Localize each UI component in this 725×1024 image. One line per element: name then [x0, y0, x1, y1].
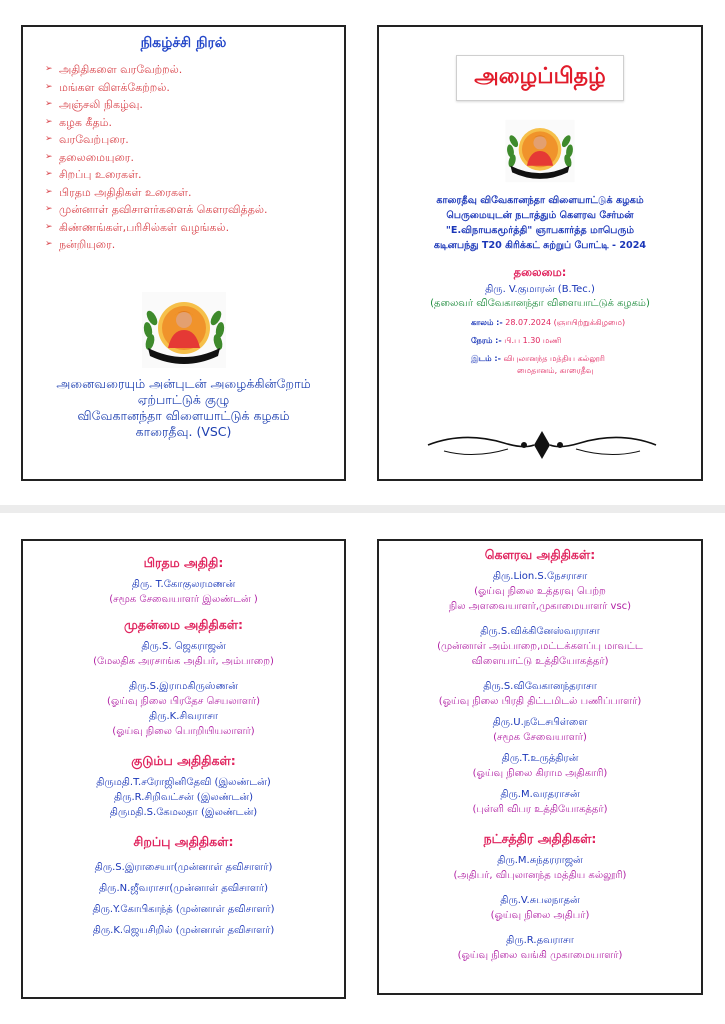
- chief-guest-title: பிரதம அதிதி:: [143, 555, 224, 570]
- guest-name: திரு.V.சுபலநாதன்: [500, 895, 580, 906]
- guest-name: திரு.U.நடேசபிள்ளை: [492, 717, 588, 728]
- guest-name: திரு.T.உருத்திரன்: [501, 753, 579, 764]
- guest-role: (சமூக சேவையாளர் இலண்டன் ): [109, 594, 258, 605]
- list-item: ➢ மங்கள விளக்கேற்றல்.: [45, 79, 344, 97]
- guest-name: திரு.S. ஜெகராஜன்: [141, 641, 226, 652]
- arrow-bullet-icon: ➢: [45, 116, 53, 127]
- guest-name: திரு.Lion.S.நேசராசா: [492, 571, 588, 582]
- list-item: ➢ வரவேற்புரை.: [45, 131, 344, 149]
- arrow-bullet-icon: ➢: [45, 221, 53, 232]
- list-item: ➢ முன்னாள் தவிசாளர்களைக் கௌரவித்தல்.: [45, 201, 344, 219]
- venue-row: இடம் :- விபுலானந்த மத்திய கல்லூரி மைதானம், காரைதீவு: [471, 354, 605, 375]
- special-guests-title: சிறப்பு அதிதிகள்:: [133, 834, 234, 849]
- list-item: ➢ நன்றியுரை.: [45, 236, 344, 254]
- guest-role: (முன்னாள் அம்பாறை,மட்டக்களப்பு மாவட்ட: [437, 641, 643, 652]
- guest-name: திரு.S.விக்கினேஸ்வரராசா: [480, 626, 600, 637]
- arrow-bullet-icon: ➢: [45, 64, 53, 74]
- guest-name: திரு.M.வரதராசன்: [500, 789, 580, 800]
- arrow-bullet-icon: ➢: [45, 239, 53, 249]
- list-item: ➢ தலைமையுரை.: [45, 149, 344, 167]
- arrow-bullet-icon: ➢: [45, 151, 53, 162]
- invitation-panel: [377, 25, 703, 481]
- arrow-bullet-icon: ➢: [45, 99, 53, 109]
- guest-name: திரு.M.சுந்தரராஜன்: [497, 855, 583, 866]
- guest-name: திரு.N.ஜீவராசா(முன்னாள் தவிசாளர்): [98, 883, 268, 894]
- guest-name: திரு.R.தவராசா: [506, 935, 574, 946]
- club-emblem-icon: [134, 290, 234, 370]
- guest-name: திரு.R.சிறிவட்சன் (இலண்டன்): [114, 792, 253, 803]
- guest-role: (ஓய்வு நிலை கிராம அதிகாரி): [472, 768, 608, 779]
- chair-title: தலைமை:: [513, 265, 567, 279]
- guest-name: திரு.S.இராசையா(முன்னாள் தவிசாளர்): [94, 862, 273, 873]
- guest-role: விளையாட்டு உத்தியோகத்தர்): [471, 656, 609, 667]
- club-emblem-icon: [499, 115, 581, 187]
- guest-role: (ஓய்வு நிலை வங்கி முகாமையாளர்): [457, 950, 623, 961]
- guest-role: (சமூக சேவையாளர்): [493, 732, 587, 743]
- program-panel: [21, 25, 346, 481]
- honour-guests-title: கௌரவ அதிதிகள்:: [484, 547, 596, 562]
- welcome-text: அனைவரையும் அன்புடன் அழைக்கின்றோம் ஏற்பாட்டுக் குழு விவேகானந்தா விளையாட்டுக் கழகம் காரைதீவு. (VSC): [56, 375, 311, 439]
- primary-guests-title: முதன்மை அதிதிகள்:: [123, 617, 244, 632]
- guest-name: திரு.K.ஜெயசிறில் (முன்னாள் தவிசாளர்): [92, 925, 275, 936]
- chair-role: (தலைவர் விவேகானந்தா விளையாட்டுக் கழகம்): [430, 298, 650, 309]
- arrow-bullet-icon: ➢: [45, 204, 53, 214]
- program-title: நிகழ்ச்சி நிரல்: [140, 35, 227, 51]
- star-guests-title: நட்சத்திர அதிதிகள்:: [483, 831, 597, 846]
- guest-role: (ஓய்வு நிலை பிரதேச செயலாளர்): [106, 696, 261, 707]
- guest-role: (அதிபர், விபுலானந்த மத்திய கல்லூரி): [453, 870, 627, 881]
- chair-name: திரு. V.குமாரன் (B.Tec.): [485, 284, 595, 295]
- guests-left-panel: [21, 539, 346, 999]
- guest-role: (ஓய்வு நிலை அதிபர்): [490, 910, 590, 921]
- guest-name: திரு.K.சிவராசா: [149, 711, 218, 722]
- guest-name: திருமதி.T.சரோஜினிதேவி (இலண்டன்): [96, 777, 271, 788]
- guest-name: திரு.S.விவேகானந்தராசா: [483, 681, 597, 692]
- family-guests-title: குடும்ப அதிதிகள்:: [131, 753, 236, 768]
- ornament-divider-icon: [424, 425, 660, 465]
- invitation-title: அழைப்பிதழ்: [474, 64, 606, 89]
- time-row: நேரம் :- பி.ப 1.30 மணி: [471, 336, 562, 345]
- guests-right-panel: [377, 539, 703, 995]
- guest-name: திருமதி.S.கேமலதா (இலண்டன்): [109, 807, 258, 818]
- club-logo: [379, 115, 701, 187]
- list-item: ➢ அதிதிகளை வரவேற்றல்.: [45, 61, 344, 79]
- guest-role: (ஓய்வு நிலை பொறியியலாளர்): [112, 726, 255, 737]
- guest-name: திரு. T.கோகுலரமணன்: [131, 579, 236, 590]
- guest-role: (புள்ளி விபர உத்தியோகத்தர்): [472, 804, 608, 815]
- arrow-bullet-icon: ➢: [45, 81, 53, 92]
- guest-name: திரு.S.இராமகிருஸ்ணன்: [129, 681, 238, 692]
- guest-role: (மேலதிக அரசாங்க அதிபர், அம்பாறை): [93, 656, 274, 667]
- list-item: ➢ அஞ்சலி நிகழ்வு.: [45, 96, 344, 114]
- arrow-bullet-icon: ➢: [45, 186, 53, 197]
- guest-role: (ஓய்வு நிலை பிரதி திட்டமிடல் பணிப்பாளர்): [438, 696, 642, 707]
- tournament-headline: காரைதீவு விவேகானந்தா விளையாட்டுக் கழகம் பெருமையுடன் நடாத்தும் கௌரவ சேர்மன் "E.விநாயகமூர்த்தி" ஞாபகார்த்த மாபெரும் கடினபந்து T20 கிரிக்கட் சுற்றுப் போட்டி - 2024: [433, 195, 647, 251]
- club-logo: [23, 290, 344, 370]
- invitation-title-box: [456, 55, 624, 101]
- date-row: காலம் :- 28.07.2024 (ஞாயிற்றுக்கிழமை): [471, 318, 626, 327]
- program-list: [45, 61, 344, 254]
- list-item: ➢ கிண்ணங்கள்,பரிசில்கள் வழங்கல்.: [45, 219, 344, 237]
- arrow-bullet-icon: ➢: [45, 169, 53, 179]
- guest-role: (ஓய்வு நிலை உத்தரவு பெற்ற: [474, 586, 606, 597]
- list-item: ➢ சிறப்பு உரைகள்.: [45, 166, 344, 184]
- guest-name: திரு.Y.கோபிகாந்த் (முன்னாள் தவிசாளர்): [92, 904, 275, 915]
- guest-role: நில அளவையாளர்,முகாமையாளர் vsc): [448, 601, 632, 612]
- list-item: ➢ கழக கீதம்.: [45, 114, 344, 132]
- arrow-bullet-icon: ➢: [45, 134, 53, 144]
- list-item: ➢ பிரதம அதிதிகள் உரைகள்.: [45, 184, 344, 202]
